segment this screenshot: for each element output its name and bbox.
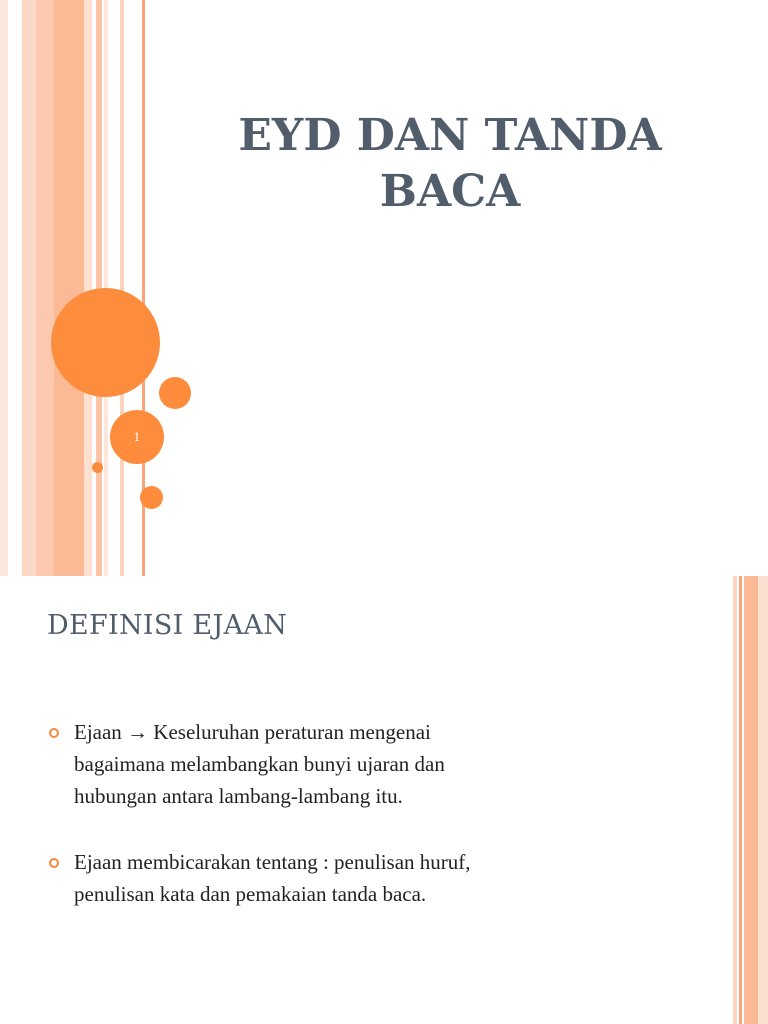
decorative-stripe xyxy=(744,576,758,1024)
bullet-line: Ejaan → Keseluruhan peraturan mengenai xyxy=(74,720,431,744)
decorative-stripe xyxy=(733,576,737,1024)
content-slide xyxy=(0,576,768,1024)
tiny-circle xyxy=(92,462,103,473)
bullet-line: hubungan antara lambang-lambang itu. xyxy=(74,784,403,808)
slide-heading: DEFINISI EJAAN xyxy=(47,610,288,641)
decorative-stripe xyxy=(120,0,124,576)
bullet-item xyxy=(48,716,688,812)
slide-title-line: BACA xyxy=(379,166,521,217)
decorative-stripe xyxy=(739,576,742,1024)
decorative-stripe xyxy=(84,0,92,576)
decorative-stripe xyxy=(54,0,84,576)
bullet-line: bagaimana melambangkan bunyi ujaran dan xyxy=(74,752,445,776)
large-circle xyxy=(51,288,160,397)
circle-bullet-icon xyxy=(49,858,59,868)
bullet-item xyxy=(48,846,688,910)
page-number: 1 xyxy=(133,430,141,444)
decorative-stripe xyxy=(36,0,54,576)
decorative-stripe xyxy=(0,0,8,576)
slide-title xyxy=(200,108,700,220)
circle-bullet-icon xyxy=(49,728,59,738)
decorative-stripe xyxy=(22,0,36,576)
decorative-stripe xyxy=(758,576,768,1024)
bullet-list xyxy=(48,716,688,944)
bullet-line: penulisan kata dan pemakaian tanda baca. xyxy=(74,882,427,906)
bullet-line: Ejaan membicarakan tentang : penulisan huruf, xyxy=(74,850,471,874)
slide-title-line: EYD DAN TANDA xyxy=(238,110,662,161)
small-circle xyxy=(140,486,163,509)
small-circle xyxy=(159,377,191,409)
